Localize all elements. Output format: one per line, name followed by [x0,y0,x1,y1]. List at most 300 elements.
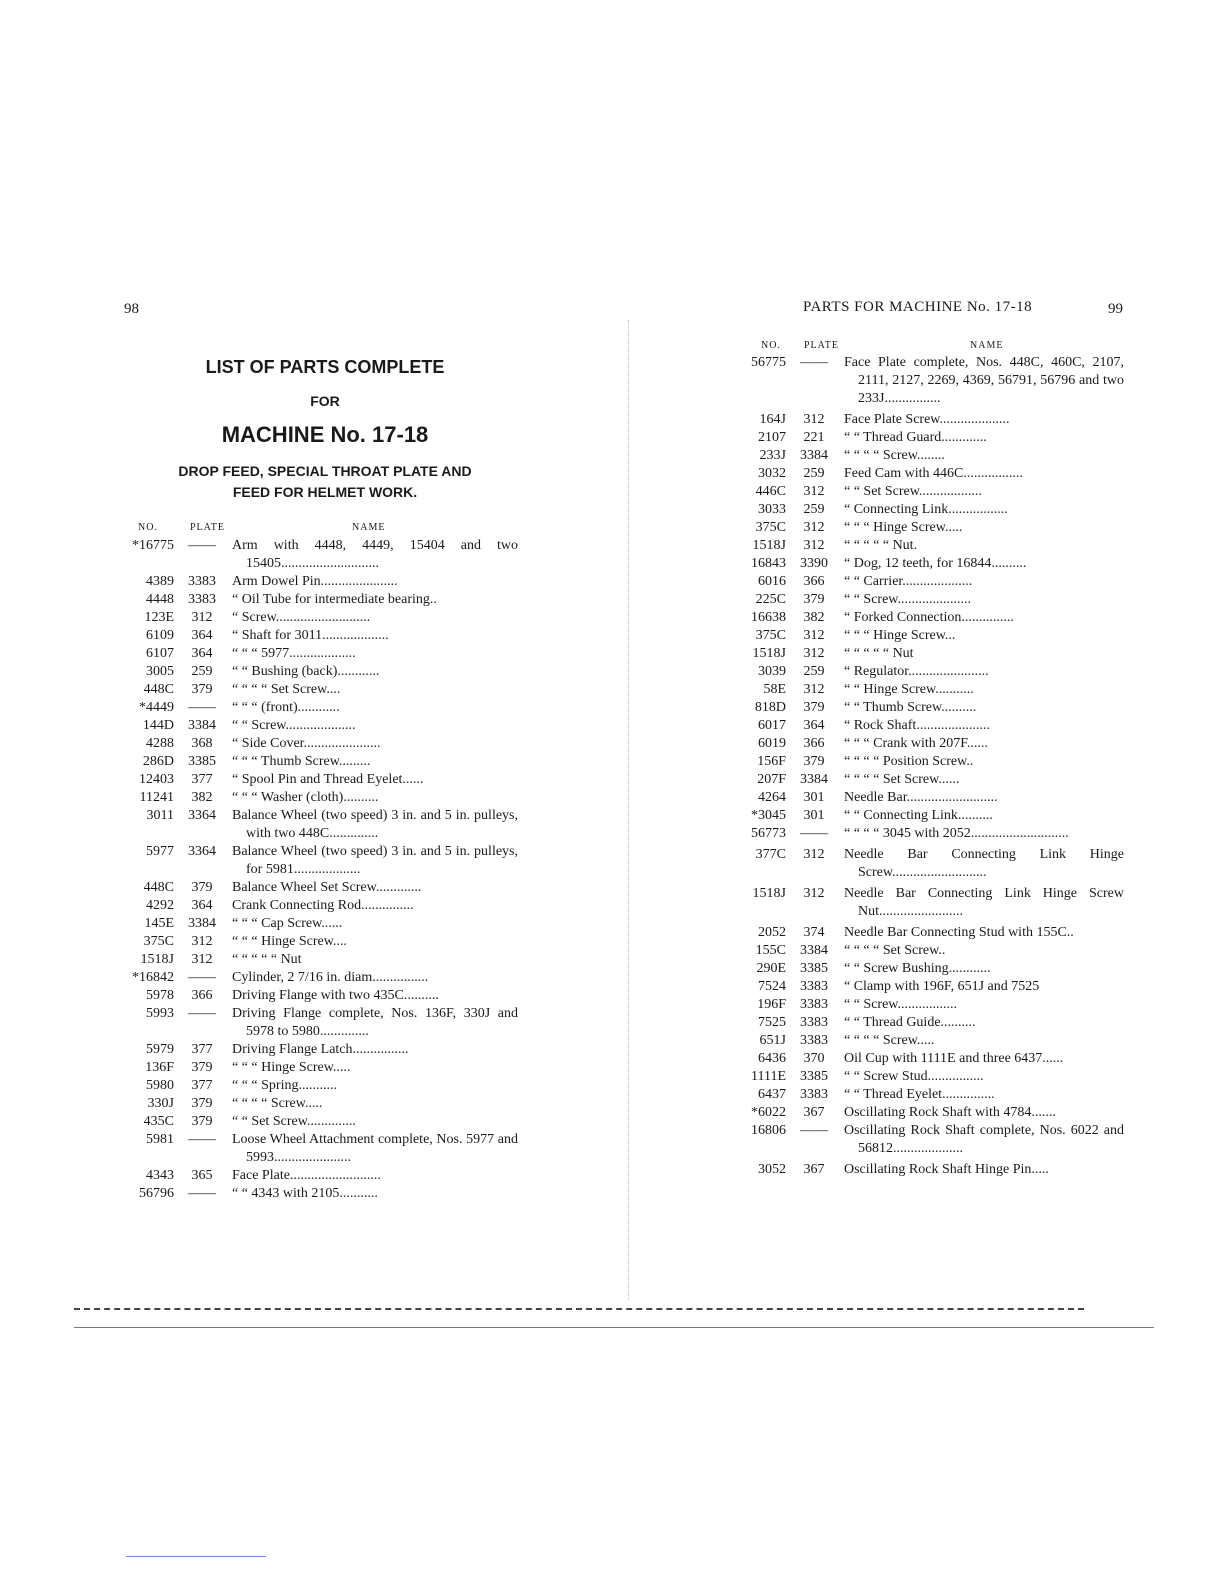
part-name: “ Side Cover...................... [232,736,381,751]
part-no: 5979 [146,1042,174,1057]
part-no: 3039 [758,664,786,679]
part-plate: 312 [803,412,825,427]
table-row [738,1161,1124,1179]
part-plate: 3383 [188,574,216,589]
bottom-rule [74,1308,1084,1310]
part-plate: 364 [803,718,825,733]
part-no: 330J [147,1096,174,1111]
part-plate: 364 [191,646,213,661]
part-no: 446C [755,484,786,499]
table-row [738,1068,1124,1086]
part-no: 225C [755,592,786,607]
table-row [126,879,518,897]
table-row [738,753,1124,771]
part-plate: 382 [803,610,825,625]
table-row [738,519,1124,537]
part-plate: —— [188,1132,216,1147]
part-name: “ “ “ Thumb Screw......... [232,754,371,769]
part-name: “ “ “ (front)............ [232,700,340,715]
list-title: LIST OF PARTS COMPLETE [205,357,445,377]
part-no: 377C [755,847,786,862]
part-plate: 364 [191,628,213,643]
part-no: 58E [763,682,786,697]
table-row [738,591,1124,609]
part-name: “ “ “ “ Set Screw...... [844,772,960,787]
part-no: *6022 [751,1105,786,1120]
part-plate: 368 [191,736,213,751]
part-no: *16775 [132,538,174,553]
table-row [738,960,1124,978]
table-row [126,1041,518,1059]
part-no: 1518J [752,646,786,661]
part-no: 3033 [758,502,786,517]
part-name: “ Clamp with 196F, 651J and 7525 [844,979,1040,994]
table-row [738,789,1124,807]
column-header-plate: PLATE [190,522,225,533]
part-no: 4389 [146,574,174,589]
table-row [738,1104,1124,1122]
part-name: Oscillating Rock Shaft Hinge Pin..... [844,1162,1049,1177]
part-name: “ “ Set Screw.............. [232,1114,356,1129]
part-plate: 301 [803,808,825,823]
subtitle-line-2: FEED FOR HELMET WORK. [232,484,418,500]
table-row [126,969,518,987]
part-no: 5977 [146,844,174,859]
table-row [738,978,1124,996]
part-no: 435C [143,1114,174,1129]
part-plate: 3364 [188,808,216,823]
title-for: FOR [310,393,340,409]
table-row [126,537,518,573]
part-plate: 367 [803,1105,825,1120]
part-name: “ Screw........................... [232,610,371,625]
table-row [738,885,1124,921]
part-name: Needle Bar.......................... [844,790,998,805]
part-plate: 3383 [800,997,828,1012]
table-row [126,573,518,591]
table-row [126,789,518,807]
part-no: 11241 [139,790,174,805]
part-plate: 379 [191,880,213,895]
part-no: *3045 [751,808,786,823]
part-name: “ “ Bushing (back)............ [232,664,380,679]
part-name: “ “ 4343 with 2105........... [232,1186,378,1201]
part-no: 4343 [146,1168,174,1183]
part-no: 144D [142,718,174,733]
part-name: Driving Flange Latch................ [232,1042,409,1057]
part-no: 12403 [139,772,174,787]
part-plate: 3385 [800,961,828,976]
part-name: “ “ “ “ Set Screw.... [232,682,341,697]
part-plate: 365 [191,1168,213,1183]
part-name: “ Rock Shaft..................... [844,718,990,733]
part-name: Face Plate complete, Nos. 448C, 460C, 2107, 2111, 2127, 2269, 4369, 56791, 56796 and two 233J................ [844,355,1124,406]
table-row [126,735,518,753]
part-plate: 367 [803,1162,825,1177]
part-plate: —— [188,538,216,553]
part-name: “ “ Thread Guide.......... [844,1015,976,1030]
part-plate: 301 [803,790,825,805]
part-plate: 3385 [800,1069,828,1084]
table-row [738,1014,1124,1032]
part-name: “ “ “ Crank with 207F...... [844,736,988,751]
table-row [738,825,1124,843]
part-plate: 364 [191,898,213,913]
part-plate: 377 [191,772,213,787]
part-no: 4288 [146,736,174,751]
machine-title: MACHINE No. 17-18 [221,422,429,447]
part-no: 3032 [758,466,786,481]
table-row [126,1059,518,1077]
part-no: 375C [143,934,174,949]
part-plate: 3364 [188,844,216,859]
table-row [738,942,1124,960]
table-row [126,771,518,789]
part-plate: 379 [191,1096,213,1111]
part-plate: —— [188,970,216,985]
table-row [126,645,518,663]
part-name: “ “ Thread Guard............. [844,430,987,445]
part-plate: 3383 [800,979,828,994]
part-plate: —— [188,1186,216,1201]
part-plate: 379 [191,682,213,697]
part-no: 123E [144,610,174,625]
part-name: “ “ Screw.................... [232,718,356,733]
part-plate: 312 [803,520,825,535]
part-plate: 3383 [188,592,216,607]
table-row [738,447,1124,465]
table-row [126,663,518,681]
part-plate: 3384 [800,943,828,958]
part-plate: 366 [803,736,825,751]
part-name: “ “ Hinge Screw........... [844,682,974,697]
part-no: 2107 [758,430,786,445]
part-no: 6016 [758,574,786,589]
table-row [738,609,1124,627]
part-no: 16806 [751,1123,786,1138]
table-row [738,555,1124,573]
part-name: “ “ “ Hinge Screw..... [844,520,963,535]
part-name: “ “ “ Hinge Screw..... [232,1060,351,1075]
part-no: 207F [757,772,786,787]
table-row [738,807,1124,825]
part-no: 145E [144,916,174,931]
part-no: 164J [759,412,786,427]
part-name: Needle Bar Connecting Link Hinge Screw Nut........................ [844,886,1124,919]
table-row [126,717,518,735]
part-no: 4292 [146,898,174,913]
part-name: Loose Wheel Attachment complete, Nos. 5977 and 5993...................... [232,1132,518,1165]
table-row [738,429,1124,447]
part-name: “ Shaft for 3011................... [232,628,389,643]
part-no: 6109 [146,628,174,643]
part-no: 286D [142,754,174,769]
table-row [126,915,518,933]
part-no: 5980 [146,1078,174,1093]
part-no: 375C [755,520,786,535]
parts-table-left [126,537,518,1203]
column-header-name: NAME [352,522,386,533]
part-name: Face Plate Screw.................... [844,412,1010,427]
table-row [126,753,518,771]
part-no: 3011 [146,808,174,823]
part-name: “ “ Screw................. [844,997,958,1012]
part-no: 6437 [758,1087,786,1102]
part-no: 56775 [751,355,786,370]
table-row [126,951,518,969]
part-name: Cylinder, 2 7/16 in. diam................ [232,970,429,985]
table-row [126,987,518,1005]
part-name: “ “ Set Screw.................. [844,484,982,499]
page-number-left: 98 [124,301,139,317]
part-no: 290E [756,961,786,976]
part-name: “ “ Thread Eyelet............... [844,1087,995,1102]
part-plate: 3383 [800,1087,828,1102]
part-name: Balance Wheel (two speed) 3 in. and 5 in. pulleys, with two 448C.............. [232,808,518,841]
part-no: 4264 [758,790,786,805]
part-no: 1518J [752,538,786,553]
table-row [126,681,518,699]
part-name: Needle Bar Connecting Link Hinge Screw........................... [844,847,1124,880]
page-number-right: 99 [1108,301,1123,317]
part-plate: 370 [803,1051,825,1066]
part-no: 3005 [146,664,174,679]
part-no: 5981 [146,1132,174,1147]
part-no: *16842 [132,970,174,985]
part-name: Balance Wheel (two speed) 3 in. and 5 in. pulleys, for 5981................... [232,844,518,877]
part-no: 136F [145,1060,174,1075]
part-name: “ “ Thumb Screw.......... [844,700,977,715]
table-row [126,1167,518,1185]
part-no: 4448 [146,592,174,607]
table-row [738,354,1124,408]
part-name: “ Oil Tube for intermediate bearing.. [232,592,437,607]
page-gutter [628,320,629,1300]
table-row [126,1113,518,1131]
part-name: “ Spool Pin and Thread Eyelet...... [232,772,424,787]
part-name: “ Regulator....................... [844,664,989,679]
part-no: 6436 [758,1051,786,1066]
part-name: Balance Wheel Set Screw............. [232,880,422,895]
table-row [126,1095,518,1113]
part-name: Arm with 4448, 4449, 15404 and two 15405............................ [232,538,518,571]
part-plate: 377 [191,1078,213,1093]
part-no: 3052 [758,1162,786,1177]
part-plate: 312 [803,538,825,553]
part-no: 7524 [758,979,786,994]
part-no: 56773 [751,826,786,841]
part-name: “ “ “ “ 3045 with 2052............................ [844,826,1069,841]
part-plate: 3384 [188,916,216,931]
table-row [738,1050,1124,1068]
column-header-no: NO. [761,340,781,351]
table-row [738,846,1124,882]
part-no: 7525 [758,1015,786,1030]
part-plate: —— [800,1123,828,1138]
part-name: “ “ “ Hinge Screw... [844,628,956,643]
part-name: “ “ “ “ Set Screw.. [844,943,946,958]
part-plate: 3385 [188,754,216,769]
table-row [126,591,518,609]
part-no: 1111E [751,1069,786,1084]
table-row [126,1185,518,1203]
part-name: Driving Flange with two 435C.......... [232,988,439,1003]
part-no: 156F [757,754,786,769]
part-plate: 3383 [800,1033,828,1048]
part-plate: 374 [803,925,825,940]
part-plate: 377 [191,1042,213,1057]
table-row [126,897,518,915]
column-header-plate: PLATE [804,340,839,351]
part-name: Feed Cam with 446C................. [844,466,1023,481]
part-plate: 259 [191,664,213,679]
part-name: “ “ “ “ Screw..... [232,1096,323,1111]
table-row [738,1122,1124,1158]
part-name: Face Plate.......................... [232,1168,381,1183]
part-name: “ “ “ “ “ Nut. [844,538,918,553]
table-row [126,807,518,843]
part-name: “ “ Screw Bushing............ [844,961,991,976]
part-plate: 366 [803,574,825,589]
part-plate: 312 [803,847,825,862]
bottom-rule [74,1327,1154,1328]
part-no: 448C [143,880,174,895]
subtitle [130,461,520,503]
table-row [126,1077,518,1095]
part-plate: 3384 [800,448,828,463]
part-plate: 312 [803,646,825,661]
part-plate: —— [188,1006,216,1021]
part-no: 448C [143,682,174,697]
part-no: 56796 [139,1186,174,1201]
part-plate: 379 [191,1114,213,1129]
part-plate: —— [800,355,828,370]
table-row [126,1005,518,1041]
part-no: 651J [759,1033,786,1048]
table-row [738,681,1124,699]
part-name: “ “ “ “ “ Nut [232,952,302,967]
part-no: *4449 [139,700,174,715]
part-plate: 312 [803,628,825,643]
part-name: “ “ “ Hinge Screw.... [232,934,347,949]
part-name: Arm Dowel Pin...................... [232,574,398,589]
table-row [126,1131,518,1167]
part-plate: 259 [803,502,825,517]
part-no: 5978 [146,988,174,1003]
part-plate: 379 [803,592,825,607]
table-row [738,645,1124,663]
part-no: 6019 [758,736,786,751]
column-header-name: NAME [970,340,1004,351]
table-row [126,843,518,879]
part-no: 5993 [146,1006,174,1021]
part-no: 375C [755,628,786,643]
table-row [738,411,1124,429]
part-name: Oscillating Rock Shaft with 4784....... [844,1105,1056,1120]
part-name: “ “ Screw..................... [844,592,972,607]
part-plate: 259 [803,466,825,481]
running-head: PARTS FOR MACHINE No. 17-18 [803,299,1033,315]
part-plate: 379 [803,700,825,715]
part-no: 233J [759,448,786,463]
part-plate: —— [800,826,828,841]
table-row [738,573,1124,591]
table-row [738,699,1124,717]
table-row [738,717,1124,735]
part-no: 2052 [758,925,786,940]
part-name: Driving Flange complete, Nos. 136F, 330J and 5978 to 5980.............. [232,1006,518,1039]
part-no: 1518J [752,886,786,901]
part-name: “ “ Screw Stud................ [844,1069,984,1084]
part-plate: 379 [803,754,825,769]
part-no: 196F [757,997,786,1012]
table-row [738,537,1124,555]
part-no: 1518J [140,952,174,967]
part-no: 818D [754,700,786,715]
table-row [738,996,1124,1014]
table-row [738,1086,1124,1104]
table-row [126,627,518,645]
table-row [738,627,1124,645]
part-plate: 312 [803,886,825,901]
part-plate: 312 [803,484,825,499]
subtitle-line-1: DROP FEED, SPECIAL THROAT PLATE AND [178,463,472,479]
table-row [126,699,518,717]
part-name: “ “ “ “ Screw..... [844,1033,935,1048]
part-name: “ “ Connecting Link.......... [844,808,993,823]
part-plate: 379 [191,1060,213,1075]
part-name: Crank Connecting Rod............... [232,898,414,913]
part-plate: 259 [803,664,825,679]
table-row [738,501,1124,519]
part-name: “ “ “ Spring........... [232,1078,337,1093]
part-name: “ Forked Connection............... [844,610,1014,625]
part-name: Oil Cup with 1111E and three 6437...... [844,1051,1064,1066]
part-name: “ “ “ 5977................... [232,646,356,661]
part-plate: 221 [803,430,825,445]
part-no: 155C [755,943,786,958]
table-row [738,924,1124,942]
part-plate: 312 [191,952,213,967]
scan-mark [126,1556,266,1557]
part-plate: 312 [191,934,213,949]
part-plate: 366 [191,988,213,1003]
part-plate: 312 [803,682,825,697]
part-no: 6017 [758,718,786,733]
part-name: “ “ “ Washer (cloth).......... [232,790,379,805]
column-header-no: NO. [138,522,158,533]
part-plate: 3384 [800,772,828,787]
part-no: 16843 [751,556,786,571]
parts-table-right [738,354,1124,1179]
part-name: Needle Bar Connecting Stud with 155C.. [844,925,1074,940]
table-row [738,465,1124,483]
part-name: “ “ “ “ Position Screw.. [844,754,974,769]
table-row [738,771,1124,789]
part-plate: 3390 [800,556,828,571]
table-row [126,933,518,951]
part-plate: 312 [191,610,213,625]
table-row [738,663,1124,681]
part-no: 6107 [146,646,174,661]
part-name: “ “ “ “ Screw........ [844,448,945,463]
part-name: “ “ “ Cap Screw...... [232,916,343,931]
part-plate: 3384 [188,718,216,733]
part-name: “ Connecting Link................. [844,502,1008,517]
part-name: “ “ Carrier.................... [844,574,973,589]
table-row [738,735,1124,753]
part-name: “ Dog, 12 teeth, for 16844.......... [844,556,1027,571]
